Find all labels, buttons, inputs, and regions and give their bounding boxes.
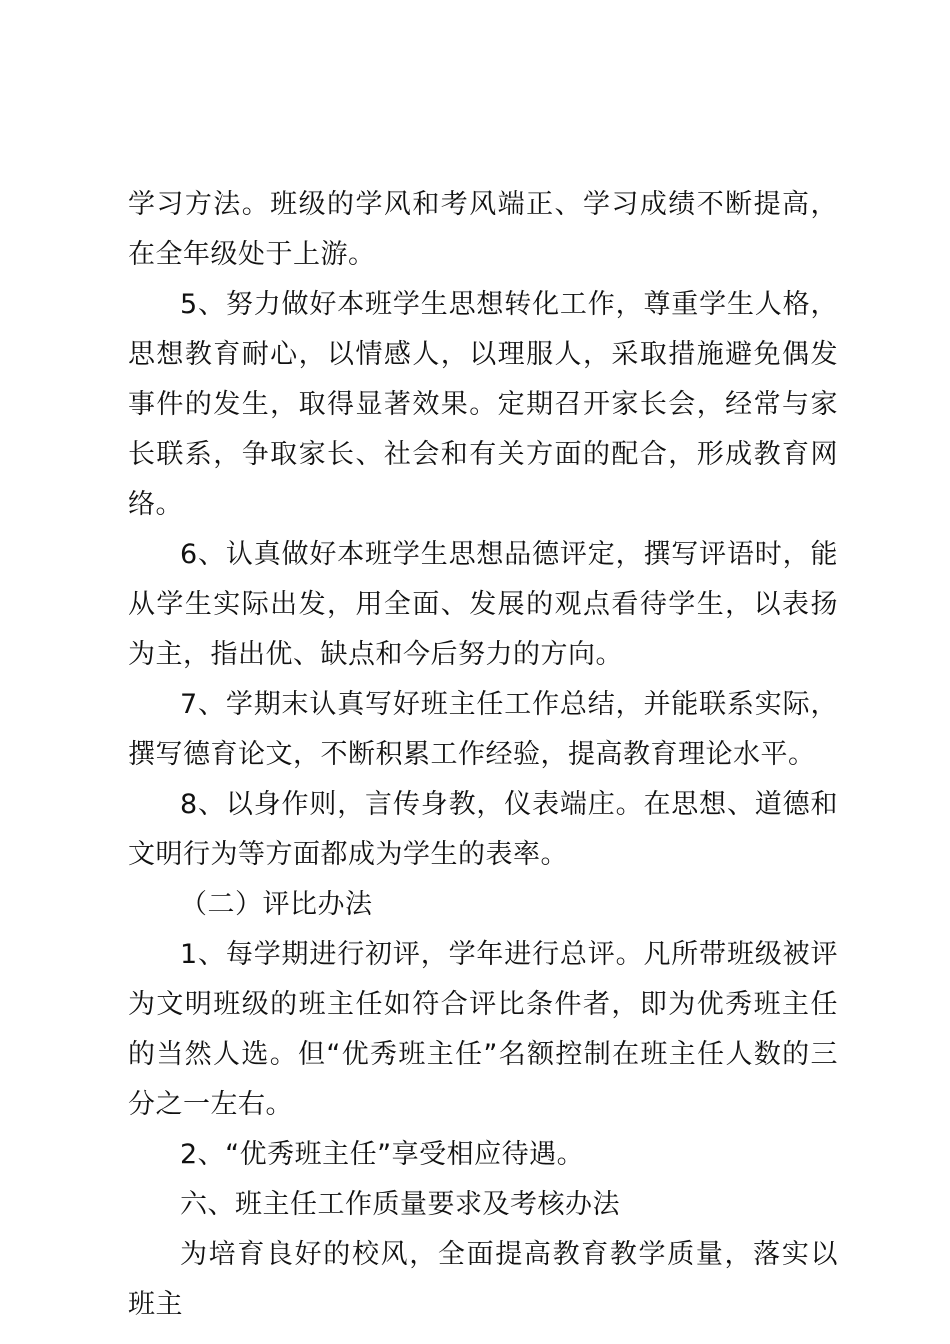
- paragraph-item-7: 7、学期末认真写好班主任工作总结，并能联系实际，撰写德育论文，不断积累工作经验，提高教育理论水平。: [128, 689, 838, 770]
- document-body: [128, 180, 838, 1330]
- paragraph-item-5: 5、努力做好本班学生思想转化工作，尊重学生人格，思想教育耐心，以情感人，以理服人，采取措施避免偶发事件的发生，取得显著效果。定期召开家长会，经常与家长联系，争取家长、社会和有关方面的配合，形成教育网络。: [128, 289, 838, 520]
- paragraph-item-8: 8、以身作则，言传身教，仪表端庄。在思想、道德和文明行为等方面都成为学生的表率。: [128, 789, 838, 870]
- paragraph-continuation: 学习方法。班级的学风和考风端正、学习成绩不断提高，在全年级处于上游。: [128, 189, 838, 270]
- section-heading-quality-requirements: 六、班主任工作质量要求及考核办法: [180, 1189, 620, 1220]
- paragraph-evaluation-2: 2、“优秀班主任”享受相应待遇。: [180, 1139, 585, 1170]
- paragraph-item-6: 6、认真做好本班学生思想品德评定，撰写评语时，能从学生实际出发，用全面、发展的观点看待学生，以表扬为主，指出优、缺点和今后努力的方向。: [128, 539, 838, 670]
- section-heading-evaluation-method: （二）评比办法: [180, 889, 373, 920]
- paragraph-evaluation-1: 1、每学期进行初评，学年进行总评。凡所带班级被评为文明班级的班主任如符合评比条件者，即为优秀班主任的当然人选。但“优秀班主任”名额控制在班主任人数的三分之一左右。: [128, 939, 838, 1120]
- paragraph-quality-intro: 为培育良好的校风，全面提高教育教学质量，落实以班主: [128, 1239, 838, 1320]
